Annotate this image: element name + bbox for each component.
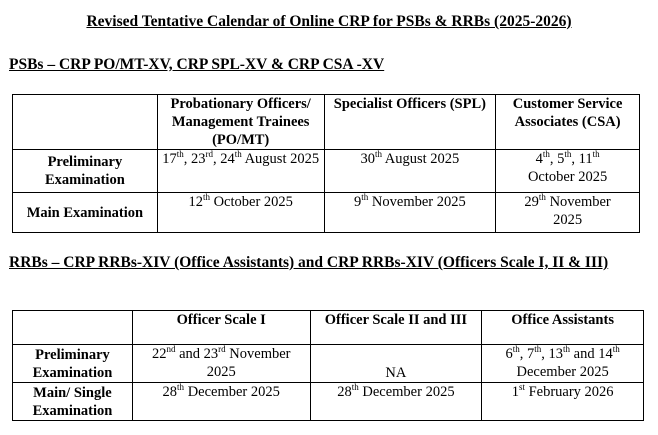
table-row (13, 383, 644, 421)
column-header: Specialist Officers (SPL) (324, 95, 496, 150)
table-cell: 4th, 5th, 11th October 2025 (496, 150, 640, 193)
column-header: Probationary Officers/ Management Trainees (PO/MT) (157, 95, 324, 150)
table-cell: 28th December 2025 (132, 383, 310, 421)
column-header: Customer Service Associates (CSA) (496, 95, 640, 150)
table-row (13, 193, 640, 233)
column-header: Officer Scale II and III (310, 311, 482, 345)
table-row (13, 150, 640, 193)
page-title: Revised Tentative Calendar of Online CRP for PSBs & RRBs (2025-2026) (86, 13, 572, 30)
empty-header-cell (13, 95, 158, 150)
table-cell: 29th November 2025 (496, 193, 640, 233)
table-cell: 6th, 7th, 13th and 14th December 2025 (482, 345, 644, 383)
row-header: Main Examination (13, 193, 158, 233)
table-cell: NA (310, 345, 482, 383)
table-cell: 12th October 2025 (157, 193, 324, 233)
table-header-row (13, 311, 644, 345)
table-cell: 28th December 2025 (310, 383, 482, 421)
table-cell: 22nd and 23rd November 2025 (132, 345, 310, 383)
empty-header-cell (13, 311, 133, 345)
table-cell: 30th August 2025 (324, 150, 496, 193)
rrb-calendar-table (12, 310, 644, 421)
row-header: Preliminary Examination (13, 150, 158, 193)
column-header: Office Assistants (482, 311, 644, 345)
psb-calendar-table (12, 94, 640, 233)
table-header-row (13, 95, 640, 150)
rrb-section-heading: RRBs – CRP RRBs-XIV (Office Assistants) and CRP RRBs-XIV (Officers Scale I, II & III) (9, 254, 609, 271)
column-header: Officer Scale I (132, 311, 310, 345)
row-header: Preliminary Examination (13, 345, 133, 383)
row-header: Main/ Single Examination (13, 383, 133, 421)
psb-section-heading: PSBs – CRP PO/MT-XV, CRP SPL-XV & CRP CSA -XV (9, 56, 385, 73)
table-cell: 1st February 2026 (482, 383, 644, 421)
table-cell: 17th, 23rd, 24th August 2025 (157, 150, 324, 193)
table-cell: 9th November 2025 (324, 193, 496, 233)
table-row (13, 345, 644, 383)
